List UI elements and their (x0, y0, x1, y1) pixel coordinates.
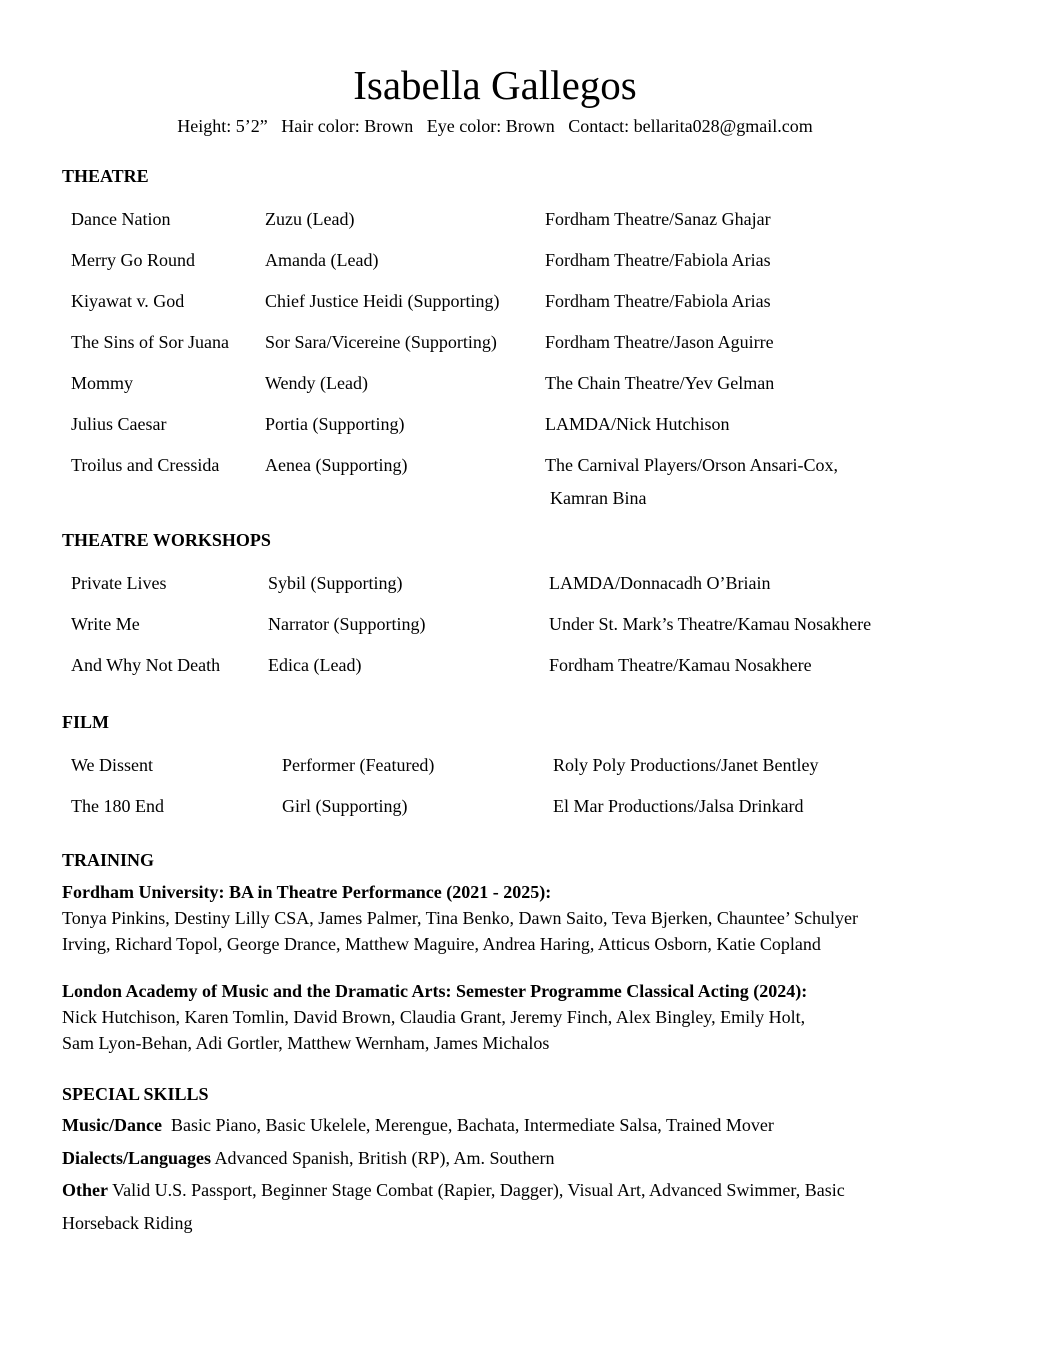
skill-label: Music/Dance (62, 1115, 162, 1135)
instructors-line: Nick Hutchison, Karen Tomlin, David Brown, Claudia Grant, Jeremy Finch, Alex Bingley, Emily Holt, (62, 1007, 806, 1027)
instructors-line: Irving, Richard Topol, George Drance, Matthew Maguire, Andrea Haring, Atticus Osborn, Katie Copland (62, 934, 821, 954)
production-title: The 180 End (71, 796, 164, 816)
skills-heading: SPECIAL SKILLS (62, 1084, 209, 1104)
role: Girl (Supporting) (282, 796, 408, 816)
skill-item (62, 1174, 902, 1239)
credit-row (0, 445, 1042, 486)
film-credits (0, 745, 1042, 827)
role: Narrator (Supporting) (268, 614, 426, 634)
role: Aenea (Supporting) (265, 455, 408, 475)
skill-text: Basic Piano, Basic Ukelele, Merengue, Bachata, Intermediate Salsa, Trained Mover (161, 1115, 774, 1135)
skills-list (62, 1109, 902, 1239)
company-director: Fordham Theatre/Sanaz Ghajar (545, 209, 771, 229)
production-title: Julius Caesar (71, 414, 167, 434)
production-title: Mommy (71, 373, 134, 393)
skill-label: Dialects/Languages (62, 1147, 212, 1168)
training-program (62, 978, 807, 1056)
production-title: Troilus and Cressida (71, 455, 220, 475)
theatre-credits (0, 199, 1042, 486)
company-director: The Carnival Players/Orson Ansari-Cox, (545, 455, 838, 475)
production-title: We Dissent (71, 755, 154, 775)
skill-item (62, 1142, 902, 1175)
production-title: Write Me (71, 614, 140, 634)
company-director: Under St. Mark’s Theatre/Kamau Nosakhere (549, 614, 872, 634)
training-program (62, 879, 858, 957)
credit-row (0, 281, 1042, 322)
credit-row (0, 363, 1042, 404)
company-director: Fordham Theatre/Fabiola Arias (545, 250, 771, 270)
credit-row (0, 199, 1042, 240)
personal-stats: Height: 5’2” Hair color: Brown Eye color: Brown Contact: bellarita028@gmail.com (177, 116, 813, 136)
company-director: The Chain Theatre/Yev Gelman (545, 373, 775, 393)
workshop-credits (0, 563, 1042, 686)
role: Sybil (Supporting) (268, 573, 403, 593)
skill-label: Other (62, 1180, 108, 1200)
role: Edica (Lead) (268, 655, 362, 675)
role: Portia (Supporting) (265, 414, 405, 434)
company-director: Fordham Theatre/Kamau Nosakhere (549, 655, 812, 675)
skill-text: Valid U.S. Passport, Beginner Stage Combat (Rapier, Dagger), Visual Art, Advanced Swimmer, Basic Horseback Riding (62, 1180, 845, 1233)
credit-row (0, 322, 1042, 363)
program-title: Fordham University: BA in Theatre Performance (2021 - 2025): (62, 882, 552, 902)
instructors-line: Sam Lyon-Behan, Adi Gortler, Matthew Wernham, James Michalos (62, 1033, 550, 1053)
production-title: Private Lives (71, 573, 167, 593)
skill-text: Advanced Spanish, British (RP), Am. Southern (211, 1147, 555, 1168)
role: Zuzu (Lead) (265, 209, 355, 229)
company-director: LAMDA/Nick Hutchison (545, 414, 730, 434)
production-title: And Why Not Death (71, 655, 221, 675)
training-heading: TRAINING (62, 850, 155, 870)
role: Wendy (Lead) (265, 373, 368, 393)
company-director: LAMDA/Donnacadh O’Briain (549, 573, 771, 593)
production-title: Merry Go Round (71, 250, 195, 270)
company-director: El Mar Productions/Jalsa Drinkard (553, 796, 804, 816)
role: Performer (Featured) (282, 755, 435, 775)
program-title: London Academy of Music and the Dramatic Arts: Semester Programme Classical Acting (2024): (62, 981, 808, 1001)
credit-row (0, 604, 1042, 645)
credit-row (0, 404, 1042, 445)
role: Chief Justice Heidi (Supporting) (265, 291, 500, 311)
instructors-line: Tonya Pinkins, Destiny Lilly CSA, James Palmer, Tina Benko, Dawn Saito, Teva Bjerken, Chauntee’ Schulyer (62, 908, 859, 928)
credit-row (0, 563, 1042, 604)
credit-row (0, 645, 1042, 686)
production-title: Kiyawat v. God (71, 291, 185, 311)
film-heading: FILM (62, 712, 109, 732)
company-director: Fordham Theatre/Fabiola Arias (545, 291, 771, 311)
company-director: Roly Poly Productions/Janet Bentley (553, 755, 819, 775)
production-title: The Sins of Sor Juana (71, 332, 229, 352)
skill-item (62, 1109, 902, 1142)
production-title: Dance Nation (71, 209, 171, 229)
company-director: Fordham Theatre/Jason Aguirre (545, 332, 774, 352)
resume-name: Isabella Gallegos (353, 62, 637, 108)
role: Sor Sara/Vicereine (Supporting) (265, 332, 497, 352)
workshops-heading: THEATRE WORKSHOPS (62, 530, 271, 550)
role: Amanda (Lead) (265, 250, 379, 270)
credit-row (0, 786, 1042, 827)
credit-row (0, 240, 1042, 281)
theatre-heading: THEATRE (62, 166, 149, 186)
credit-row (0, 745, 1042, 786)
theatre-credit-continuation: Kamran Bina (550, 488, 647, 508)
